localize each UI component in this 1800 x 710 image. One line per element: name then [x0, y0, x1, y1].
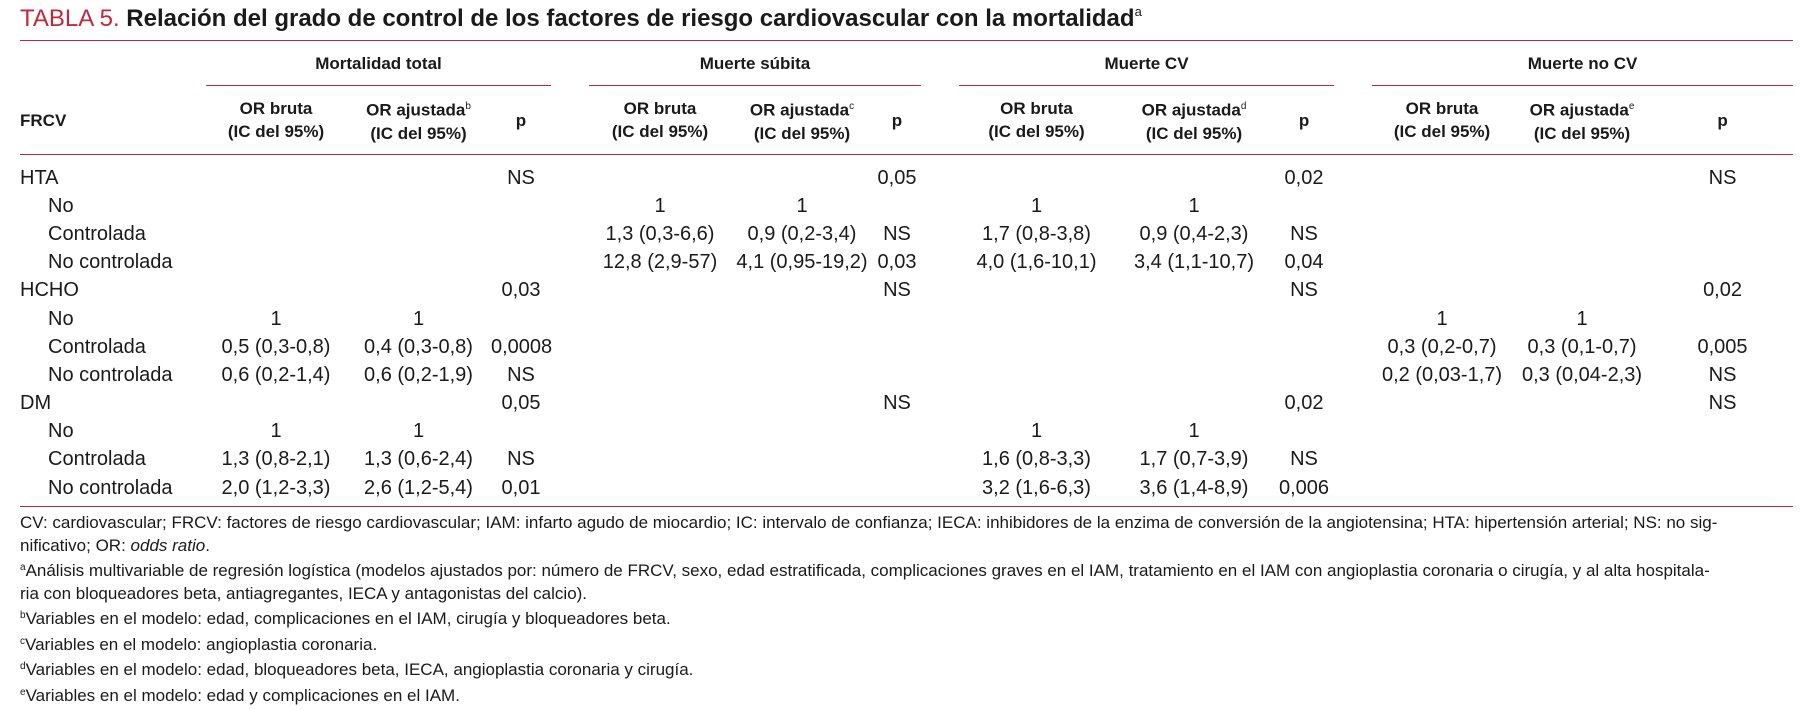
table-cell: 12,8 (2,9-57) — [602, 251, 718, 274]
table-cell — [873, 333, 921, 361]
row-sublabel: Controlada — [48, 222, 146, 245]
table-cell: 3,2 (1,6-6,3) — [982, 476, 1091, 499]
column-header — [873, 86, 921, 154]
table-cell: 1,3 (0,8-2,1) — [221, 448, 331, 471]
column-header — [1512, 86, 1652, 154]
table-cell: 0,02 — [1703, 279, 1742, 302]
table-cell: 1 — [412, 420, 425, 443]
table-cell: 0,3 (0,2-0,7) — [1387, 335, 1497, 358]
footnote-b-mark: b — [20, 610, 26, 621]
table-cell — [873, 192, 921, 220]
column-header-footnote-mark: d — [1240, 101, 1247, 113]
table-row — [20, 220, 1793, 248]
header-group-row — [20, 44, 1793, 84]
table-cell — [731, 361, 873, 389]
table-cell: 0,9 (0,2-3,4) — [747, 222, 857, 245]
data-table — [20, 44, 1793, 502]
row-sublabel: No controlada — [48, 251, 173, 274]
column-header — [491, 86, 551, 154]
table-cell — [206, 154, 346, 192]
row-sublabel: No — [48, 420, 74, 443]
table-cell — [589, 305, 731, 333]
table-cell: 1 — [1436, 307, 1448, 330]
column-header — [1372, 86, 1512, 154]
table-cell — [491, 220, 551, 248]
table-cell: NS — [1290, 279, 1318, 302]
table-cell: 0,9 (0,4-2,3) — [1139, 222, 1249, 245]
column-header-line-1: OR bruta — [239, 99, 313, 118]
table-cell — [1512, 418, 1652, 446]
column-header-line-1: OR bruta — [1000, 99, 1073, 118]
group-gap — [1334, 418, 1372, 446]
table-cell: 0,3 (0,1-0,7) — [1527, 335, 1637, 358]
table-row — [20, 361, 1793, 389]
table-cell — [1372, 220, 1512, 248]
table-cell: 2,0 (1,2-3,3) — [221, 476, 331, 499]
table-cell: NS — [1290, 222, 1318, 245]
group-gap — [551, 44, 589, 84]
table-cell — [1274, 305, 1334, 333]
table-cell — [1274, 418, 1334, 446]
table-cell — [1512, 192, 1652, 220]
table-cell — [959, 154, 1114, 192]
group-gap — [1334, 446, 1372, 474]
table-cell — [1512, 390, 1652, 418]
group-gap — [551, 192, 589, 220]
row-category-label: HCHO — [20, 279, 79, 302]
table-row — [20, 390, 1793, 418]
table-cell — [491, 249, 551, 277]
column-header-line-1: OR ajustada — [1141, 100, 1241, 120]
group-header: Muerte no CV — [1527, 54, 1638, 73]
table-cell — [206, 192, 346, 220]
group-gap — [921, 446, 959, 474]
column-header-line-2: (IC del 95%) — [1393, 122, 1491, 141]
column-header-line-2: (IC del 95%) — [227, 122, 325, 141]
table-cell — [959, 361, 1114, 389]
column-header-line-1: p — [1298, 110, 1310, 130]
group-gap — [551, 361, 589, 389]
table-cell: 1 — [654, 194, 666, 217]
table-cell: 0,6 (0,2-1,4) — [221, 363, 331, 386]
group-gap — [1334, 277, 1372, 305]
table-cell: 0,03 — [501, 279, 541, 302]
footnote-a-line-2: ria con bloqueadores beta, antiagregantes, IECA y antagonistas del calcio). — [20, 583, 588, 603]
column-header-line-1: OR ajustada — [1529, 100, 1629, 120]
group-gap — [921, 86, 959, 154]
column-header — [589, 86, 731, 154]
table-cell: NS — [507, 166, 535, 189]
table-cell: 1,7 (0,7-3,9) — [1139, 448, 1249, 471]
table-cell — [731, 154, 873, 192]
row-sublabel: No controlada — [48, 363, 173, 386]
group-gap — [1334, 305, 1372, 333]
table-cell — [1652, 220, 1793, 248]
table-cell — [1114, 277, 1274, 305]
title-footnote-mark: a — [1134, 4, 1142, 19]
table-row — [20, 474, 1793, 502]
group-gap — [921, 192, 959, 220]
table-cell — [589, 154, 731, 192]
frcv-header: FRCV — [20, 110, 67, 130]
table-label: TABLA 5. — [20, 5, 120, 32]
table-row — [20, 305, 1793, 333]
column-header — [731, 86, 873, 154]
table-row — [20, 154, 1793, 192]
table-cell — [1512, 220, 1652, 248]
footnote-b-text: Variables en el modelo: edad, complicaciones en el IAM, cirugía y bloqueadores beta. — [25, 609, 671, 628]
group-header: Mortalidad total — [315, 54, 442, 73]
table-cell: NS — [507, 448, 535, 471]
table-cell — [959, 277, 1114, 305]
table-row — [20, 333, 1793, 361]
abbrev-line-2b: odds ratio — [130, 535, 206, 555]
column-header-line-1: OR ajustada — [749, 100, 850, 120]
table-cell: 1 — [1188, 194, 1200, 217]
abbreviations-note — [20, 512, 1793, 557]
abbrev-line-1: CV: cardiovascular; FRCV: factores de riesgo cardiovascular; IAM: infarto agudo de miocardio; IC: intervalo de confianza; IECA: inhibidores de la enzima de conversión de la angiotensina; HTA: hipertensión arterial; NS: no sig- — [20, 513, 1718, 532]
table-cell — [491, 418, 551, 446]
table-cell — [346, 220, 491, 248]
table-cell — [1274, 333, 1334, 361]
table-cell — [1512, 249, 1652, 277]
table-cell — [1652, 418, 1793, 446]
table-row — [20, 418, 1793, 446]
footnote-c-text: Variables en el modelo: angioplastia coronaria. — [25, 634, 378, 654]
table-cell — [1652, 446, 1793, 474]
group-gap — [1334, 220, 1372, 248]
top-rule — [20, 40, 1793, 41]
footnote-e-text: Variables en el modelo: edad y complicaciones en el IAM. — [25, 685, 460, 705]
table-cell — [1652, 249, 1793, 277]
row-sublabel: No controlada — [48, 476, 173, 499]
group-gap — [551, 249, 589, 277]
column-header-line-2: (IC del 95%) — [1533, 123, 1631, 143]
table-cell: 0,4 (0,3-0,8) — [364, 335, 473, 358]
table-cell — [1372, 192, 1512, 220]
group-gap — [1334, 86, 1372, 154]
row-category-label: HTA — [20, 166, 59, 189]
table-cell — [1372, 277, 1512, 305]
group-gap — [921, 418, 959, 446]
group-gap — [921, 249, 959, 277]
table-cell — [1372, 154, 1512, 192]
table-cell: 2,6 (1,2-5,4) — [364, 476, 473, 499]
table-cell — [589, 446, 731, 474]
column-header-footnote-mark: b — [465, 101, 471, 113]
footnote-a-mark: a — [20, 562, 26, 573]
table-cell — [1114, 305, 1274, 333]
table-cell: 0,5 (0,3-0,8) — [221, 335, 331, 358]
table-cell: 0,05 — [877, 166, 917, 189]
group-gap — [921, 474, 959, 502]
table-cell — [491, 305, 551, 333]
table-row — [20, 446, 1793, 474]
table-cell — [589, 277, 731, 305]
table-cell — [346, 192, 491, 220]
table-cell: 1 — [412, 307, 425, 330]
column-header-footnote-mark: e — [1628, 101, 1635, 113]
column-header — [206, 86, 346, 154]
footnote-a-line-1: Análisis multivariable de regresión logística (modelos ajustados por: número de FRCV, sexo, edad estratificada, complicaciones graves en el IAM, tratamiento en el IAM con angioplastia coronaria o cirugía, y al alta hospitala- — [25, 561, 1710, 580]
row-sublabel: Controlada — [48, 335, 146, 358]
table-cell — [346, 390, 491, 418]
column-header-line-2: (IC del 95%) — [753, 123, 851, 143]
table-cell — [1114, 154, 1274, 192]
table-cell — [1372, 446, 1512, 474]
group-header: Muerte súbita — [699, 54, 811, 73]
table-cell: 1 — [1030, 420, 1043, 443]
table-cell — [589, 474, 731, 502]
table-cell — [1372, 474, 1512, 502]
group-gap — [551, 446, 589, 474]
table-cell: 1 — [1030, 194, 1043, 217]
abbrev-line-2c: . — [205, 535, 210, 555]
table-cell: NS — [507, 363, 535, 386]
group-gap — [1334, 154, 1372, 192]
table-cell — [206, 277, 346, 305]
table-cell: NS — [883, 392, 911, 415]
table-cell — [873, 361, 921, 389]
frcv-header-spacer — [20, 44, 206, 84]
table-cell — [731, 277, 873, 305]
group-gap — [921, 220, 959, 248]
table-cell — [731, 474, 873, 502]
row-sublabel: No — [48, 307, 74, 330]
row-sublabel: No — [48, 194, 74, 217]
table-cell — [1274, 192, 1334, 220]
table-cell: NS — [1708, 363, 1737, 386]
footnote-b — [20, 605, 1793, 631]
table-cell: 1 — [796, 194, 808, 217]
group-gap — [551, 277, 589, 305]
table-row — [20, 192, 1793, 220]
footnote-a — [20, 557, 1793, 605]
group-gap — [1334, 361, 1372, 389]
table-cell: 1 — [270, 307, 282, 330]
table-title — [20, 4, 1142, 33]
group-gap — [1334, 390, 1372, 418]
column-header — [1652, 86, 1793, 154]
table-cell: 0,3 (0,04-2,3) — [1521, 363, 1643, 386]
table-cell — [731, 305, 873, 333]
table-cell — [959, 333, 1114, 361]
abbrev-line-2a: nificativo; OR: — [20, 535, 131, 555]
group-gap — [551, 86, 589, 154]
footnote-c-mark: c — [20, 635, 25, 647]
table-cell: 0,01 — [501, 476, 541, 499]
table-cell — [1372, 418, 1512, 446]
table-cell: 0,02 — [1284, 392, 1324, 415]
table-cell — [1512, 154, 1652, 192]
table-cell: NS — [883, 279, 911, 302]
group-gap — [551, 305, 589, 333]
table-cell: NS — [1708, 166, 1737, 189]
header-sub-row — [20, 86, 1793, 154]
table-cell: 0,05 — [501, 392, 541, 415]
group-gap — [551, 474, 589, 502]
table-cell — [491, 192, 551, 220]
table-cell: NS — [1708, 392, 1737, 415]
table-cell: 1,3 (0,6-2,4) — [364, 448, 473, 471]
group-gap — [921, 333, 959, 361]
column-header — [1114, 86, 1274, 154]
column-header-line-2: (IC del 95%) — [988, 122, 1085, 141]
table-cell: 0,006 — [1278, 476, 1330, 499]
table-cell: 1,7 (0,8-3,8) — [982, 222, 1091, 245]
table-cell — [346, 277, 491, 305]
group-gap — [551, 418, 589, 446]
table-cell — [873, 474, 921, 502]
table-row — [20, 249, 1793, 277]
table-row — [20, 277, 1793, 305]
group-gap — [1334, 44, 1372, 84]
table-cell — [873, 305, 921, 333]
group-gap — [921, 154, 959, 192]
table-cell — [1274, 361, 1334, 389]
table-cell: 0,6 (0,2-1,9) — [364, 363, 473, 386]
column-header — [346, 86, 491, 154]
table-cell — [1372, 390, 1512, 418]
table-cell: 4,0 (1,6-10,1) — [976, 251, 1097, 274]
table-cell — [1114, 390, 1274, 418]
table-cell — [1652, 192, 1793, 220]
table-cell: 0,03 — [877, 251, 917, 274]
table-cell — [1512, 474, 1652, 502]
table-cell — [346, 154, 491, 192]
header-rule — [20, 154, 1793, 155]
table-cell — [589, 390, 731, 418]
group-gap — [921, 361, 959, 389]
table-cell — [959, 305, 1114, 333]
table-cell — [589, 361, 731, 389]
table-cell — [1512, 446, 1652, 474]
table-cell: 1 — [270, 420, 282, 443]
footnote-d-text: Variables en el modelo: edad, bloqueadores beta, IECA, angioplastia coronaria y cirugía. — [25, 660, 694, 679]
footnote-e — [20, 682, 1793, 708]
table-cell: 1,3 (0,3-6,6) — [605, 222, 715, 245]
table-cell: 0,0008 — [491, 335, 553, 358]
group-gap — [1334, 474, 1372, 502]
table-cell — [959, 390, 1114, 418]
column-header — [959, 86, 1114, 154]
column-header-line-2: (IC del 95%) — [611, 122, 709, 141]
table-cell: 3,6 (1,4-8,9) — [1139, 476, 1249, 499]
column-header-line-1: OR ajustada — [366, 100, 466, 120]
column-header-line-2: (IC del 95%) — [370, 123, 467, 143]
table-cell: 1 — [1188, 420, 1200, 443]
table-cell: 0,2 (0,03-1,7) — [1381, 363, 1503, 386]
table-cell: NS — [1290, 448, 1318, 471]
group-gap — [921, 305, 959, 333]
table-cell — [206, 390, 346, 418]
footnote-d — [20, 656, 1793, 682]
group-gap — [551, 220, 589, 248]
column-header-line-1: p — [891, 110, 903, 130]
footnotes — [20, 512, 1793, 707]
group-gap — [551, 154, 589, 192]
table-cell: 3,4 (1,1-10,7) — [1133, 251, 1255, 274]
table-cell — [1372, 249, 1512, 277]
table-cell — [589, 333, 731, 361]
table-cell: NS — [883, 222, 911, 245]
footnote-e-mark: e — [20, 686, 26, 698]
table-cell — [873, 446, 921, 474]
table-cell: 1 — [1576, 307, 1588, 330]
group-gap — [1334, 333, 1372, 361]
column-header-line-1: p — [1717, 110, 1728, 130]
bottom-rule — [20, 506, 1793, 507]
table-cell — [731, 418, 873, 446]
table-cell — [1652, 474, 1793, 502]
table-cell — [731, 333, 873, 361]
column-header-footnote-mark: c — [849, 101, 855, 113]
column-header-line-1: OR bruta — [1405, 99, 1479, 118]
table-cell — [1114, 361, 1274, 389]
group-gap — [921, 277, 959, 305]
footnote-d-mark: d — [20, 661, 26, 672]
table-cell — [346, 249, 491, 277]
table-cell: 0,005 — [1697, 335, 1748, 358]
table-cell — [589, 418, 731, 446]
row-sublabel: Controlada — [48, 448, 146, 471]
table-cell — [206, 249, 346, 277]
table-cell — [206, 220, 346, 248]
group-gap — [551, 333, 589, 361]
table-cell: 1,6 (0,8-3,3) — [982, 448, 1091, 471]
table-cell — [731, 446, 873, 474]
group-gap — [921, 44, 959, 84]
group-header: Muerte CV — [1104, 54, 1189, 73]
column-header-line-1: OR bruta — [623, 99, 697, 118]
column-header — [1274, 86, 1334, 154]
table-cell — [731, 390, 873, 418]
table-cell — [873, 418, 921, 446]
footnote-c — [20, 631, 1793, 657]
table-cell — [1652, 305, 1793, 333]
group-gap — [921, 390, 959, 418]
column-header-line-2: (IC del 95%) — [1145, 123, 1243, 143]
table-cell: 0,04 — [1284, 251, 1324, 274]
table-cell: 4,1 (0,95-19,2) — [736, 251, 868, 274]
table-title-text: Relación del grado de control de los factores de riesgo cardiovascular con la mortalidad — [126, 5, 1135, 32]
row-category-label: DM — [20, 392, 52, 415]
group-gap — [1334, 192, 1372, 220]
table-cell: 0,02 — [1284, 166, 1324, 189]
table-cell — [1512, 277, 1652, 305]
table-cell — [1114, 333, 1274, 361]
group-gap — [1334, 249, 1372, 277]
group-gap — [551, 390, 589, 418]
column-header-line-1: p — [515, 110, 527, 130]
